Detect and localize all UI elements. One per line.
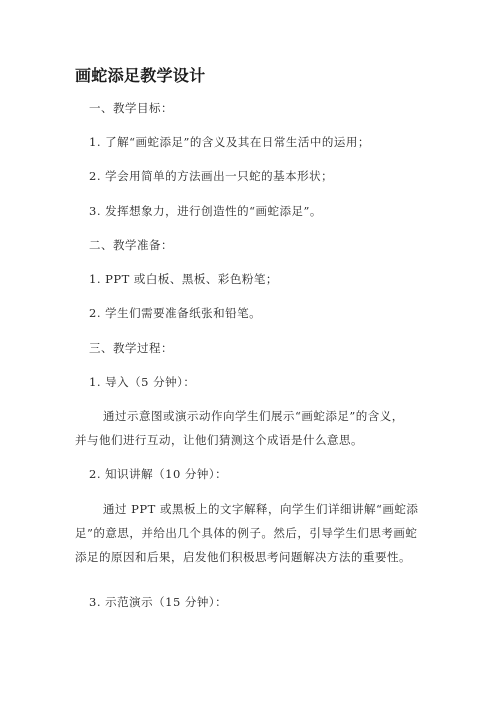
step1-heading: 1. 导入（5 分钟）：: [89, 375, 196, 389]
paragraph-line: 通过示意图或演示动作向学生们展示“画蛇添足”的含义，: [103, 409, 404, 423]
paragraph-line: 通过 PPT 或黑板上的文字解释，向学生们详细讲解“画蛇添: [103, 502, 419, 516]
objectives-heading: 一、教学目标：: [89, 101, 173, 115]
step3-heading: 3. 示范演示（15 分钟）：: [89, 595, 228, 609]
objective-item: 3. 发挥想象力，进行创造性的“画蛇添足”。: [89, 204, 322, 218]
paragraph-line: 并与他们进行互动，让他们猜测这个成语是什么意思。: [75, 433, 363, 447]
objective-item: 1. 了解“画蛇添足”的含义及其在日常生活中的运用；: [89, 135, 370, 149]
preparation-heading: 二、教学准备：: [89, 238, 173, 252]
process-heading: 三、教学过程：: [89, 341, 173, 355]
preparation-item: 2. 学生们需要准备纸张和铅笔。: [89, 306, 262, 320]
document-title: 画蛇添足教学设计: [75, 66, 206, 85]
step2-heading: 2. 知识讲解（10 分钟）：: [89, 467, 228, 481]
objective-item: 2. 学会用简单的方法画出一只蛇的基本形状；: [89, 169, 334, 183]
paragraph-line: 足”的意思，并给出几个具体的例子。然后，引导学生们思考画蛇: [75, 526, 418, 540]
paragraph-line: 添足的原因和后果，启发他们积极思考问题解决方法的重要性。: [75, 550, 411, 564]
preparation-item: 1. PPT 或白板、黑板、彩色粉笔；: [89, 272, 278, 286]
